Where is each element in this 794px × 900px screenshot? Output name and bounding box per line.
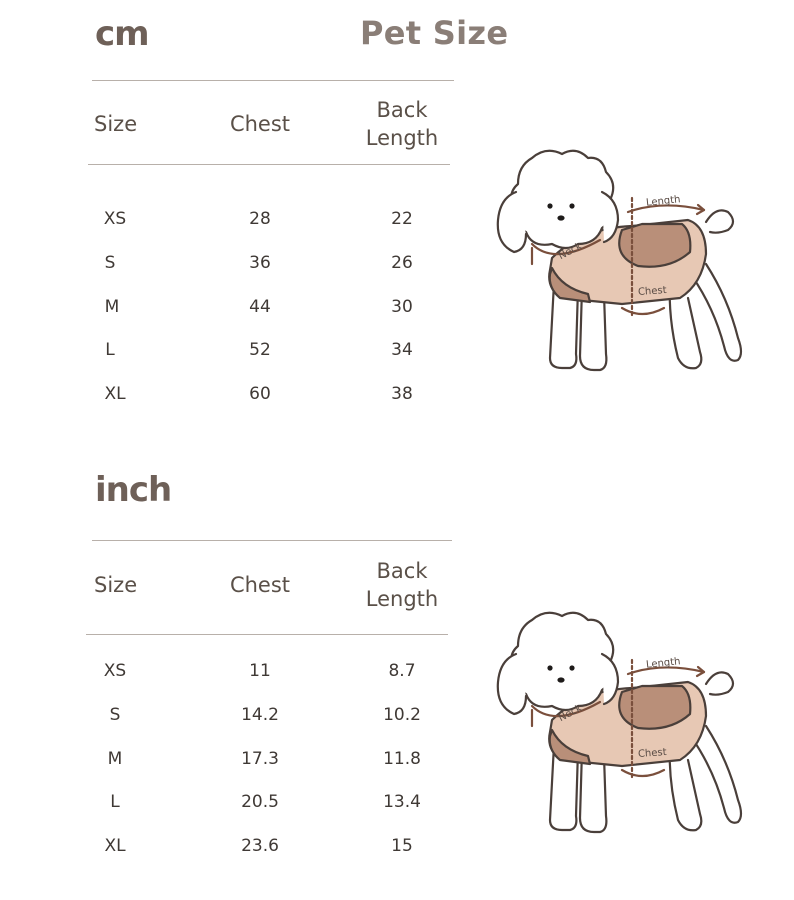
cell-chest: 23.6 — [241, 836, 279, 856]
page-title: Pet Size — [360, 14, 509, 52]
header-size: Size — [94, 112, 138, 136]
cell-chest: 11 — [249, 661, 271, 681]
cell-chest: 17.3 — [241, 749, 279, 769]
header-back-line2: Length — [365, 587, 439, 611]
label-length: Length — [645, 194, 681, 209]
cell-back: 13.4 — [383, 792, 421, 812]
cell-back: 26 — [391, 253, 413, 273]
cell-chest: 28 — [249, 209, 271, 229]
cell-chest: 14.2 — [241, 705, 279, 725]
header-back-line2: Length — [365, 126, 439, 150]
dog-illustration — [492, 148, 752, 378]
dog-measurement-diagram — [492, 148, 752, 378]
cell-chest: 20.5 — [241, 792, 279, 812]
label-neck: Neck — [556, 240, 585, 263]
dog-measurement-diagram — [492, 610, 752, 840]
cell-chest: 52 — [249, 340, 271, 360]
dog-illustration — [492, 610, 752, 840]
label-neck: Neck — [556, 702, 585, 725]
header-size: Size — [94, 573, 138, 597]
cell-size: XS — [103, 661, 127, 681]
cell-chest: 60 — [249, 384, 271, 404]
header-back-length — [352, 96, 452, 152]
header-chest: Chest — [229, 112, 291, 136]
label-length: Length — [645, 656, 681, 671]
cell-size: XL — [104, 384, 126, 404]
cell-back: 34 — [391, 340, 413, 360]
header-chest: Chest — [229, 573, 291, 597]
table-header-rule — [86, 634, 448, 635]
label-chest: Chest — [637, 747, 667, 760]
cell-chest: 44 — [249, 297, 271, 317]
table-top-rule — [92, 80, 454, 81]
header-back-line1: Back — [376, 559, 428, 583]
label-chest: Chest — [637, 285, 667, 298]
cell-back: 15 — [391, 836, 413, 856]
cell-back: 8.7 — [388, 661, 416, 681]
table-header-rule — [88, 164, 450, 165]
unit-title-cm: cm — [95, 14, 149, 54]
cell-size: L — [110, 792, 120, 812]
cell-size: XL — [104, 836, 126, 856]
cell-size: L — [105, 340, 115, 360]
cell-chest: 36 — [249, 253, 271, 273]
header-back-length — [352, 557, 452, 613]
cell-size: M — [107, 749, 123, 769]
cell-back: 22 — [391, 209, 413, 229]
header-back-line1: Back — [376, 98, 428, 122]
cell-back: 30 — [391, 297, 413, 317]
unit-title-inch: inch — [95, 470, 172, 510]
cell-size: S — [104, 253, 116, 273]
cell-back: 11.8 — [383, 749, 421, 769]
cell-back: 38 — [391, 384, 413, 404]
table-top-rule — [92, 540, 452, 541]
cell-size: XS — [103, 209, 127, 229]
cell-back: 10.2 — [383, 705, 421, 725]
cell-size: S — [109, 705, 121, 725]
cell-size: M — [104, 297, 120, 317]
